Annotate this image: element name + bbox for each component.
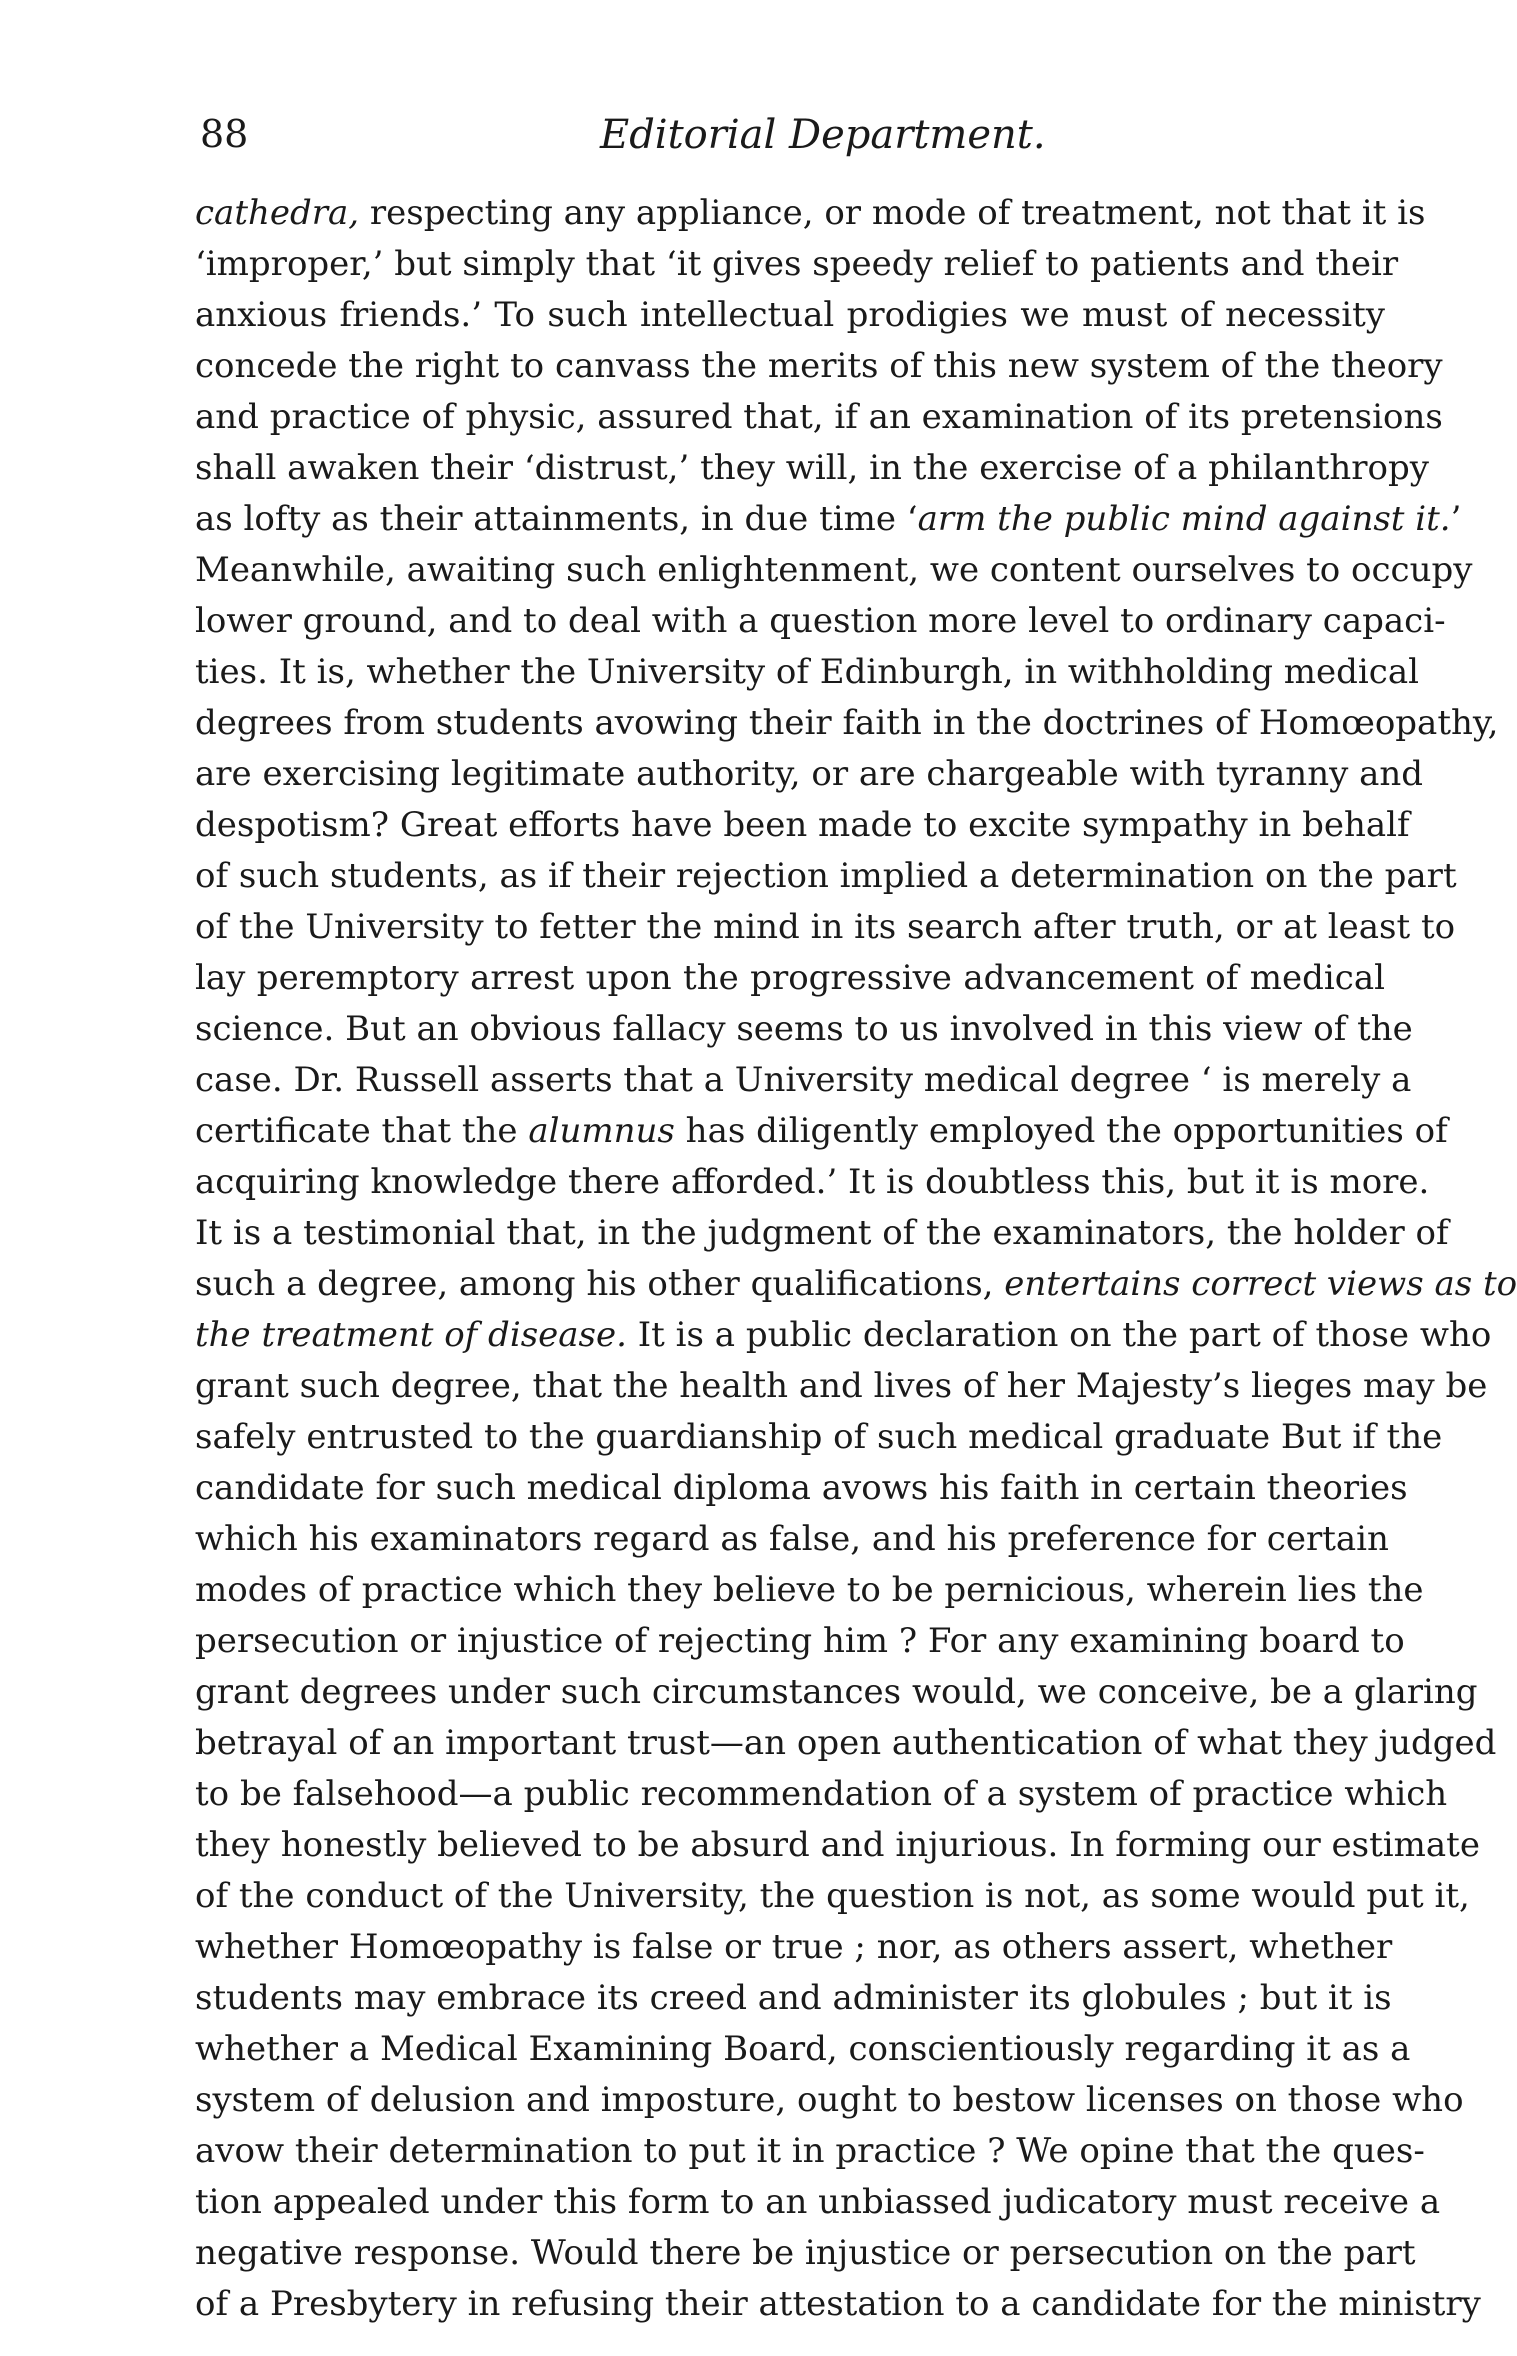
text-span: grant such degree, that the health and lives of her Majesty’s lieges may be xyxy=(195,1366,1488,1406)
italic-phrase: arm the public mind against it. xyxy=(917,499,1451,539)
text-span: degrees from students avowing their faith in the doctrines of Homœopathy, xyxy=(195,703,1499,743)
italic-phrase: the treatment of disease. xyxy=(195,1315,627,1355)
text-line xyxy=(195,953,1385,1004)
text-span: It is a public declaration on the part of those who xyxy=(626,1315,1492,1355)
text-span: certificate that the xyxy=(195,1111,529,1151)
text-line xyxy=(195,290,1385,341)
text-line xyxy=(195,2279,1481,2330)
text-span: negative response. Would there be injustice or persecution on the part xyxy=(195,2233,1416,2273)
text-span: science. But an obvious fallacy seems to us involved in this view of the xyxy=(195,1009,1413,1049)
text-line xyxy=(195,239,1399,290)
text-line xyxy=(195,1922,1393,1973)
text-line xyxy=(195,1259,1517,1310)
text-span: and practice of physic, assured that, if an examination of its pretensions xyxy=(195,397,1443,437)
text-span: betrayal of an important trust—an open authentication of what they judged xyxy=(195,1723,1497,1763)
text-span: of the University to fetter the mind in its search after truth, or at least to xyxy=(195,907,1456,947)
text-line xyxy=(195,1820,1480,1871)
text-line xyxy=(195,1667,1478,1718)
text-span: respecting any appliance, or mode of treatment, not that it is xyxy=(359,193,1426,233)
running-title: Editorial Department. xyxy=(600,112,1046,158)
text-span: of the conduct of the University, the question is not, as some would put it, xyxy=(195,1876,1470,1916)
text-line xyxy=(195,2024,1411,2075)
text-span: tion appealed under this form to an unbiassed judicatory must receive a xyxy=(195,2182,1441,2222)
text-line xyxy=(195,1769,1448,1820)
text-line xyxy=(195,1871,1470,1922)
text-line xyxy=(195,1361,1488,1412)
text-span: whether a Medical Examining Board, conscientiously regarding it as a xyxy=(195,2029,1411,2069)
text-span: ties. It is, whether the University of Edinburgh, in withholding medical xyxy=(195,652,1419,692)
text-span: lay peremptory arrest upon the progressive advancement of medical xyxy=(195,958,1385,998)
text-span: ‘improper,’ but simply that ‘it gives speedy relief to patients and their xyxy=(195,244,1399,284)
text-line xyxy=(195,2075,1464,2126)
text-span: anxious friends.’ To such intellectual prodigies we must of necessity xyxy=(195,295,1385,335)
text-line xyxy=(195,392,1443,443)
text-line xyxy=(195,1106,1448,1157)
text-line xyxy=(195,188,1426,239)
text-span: as lofty as their attainments, in due time ‘ xyxy=(195,499,918,539)
text-span: of a Presbytery in refusing their attestation to a candidate for the ministry xyxy=(195,2284,1481,2324)
text-span: of such students, as if their rejection implied a determination on the part xyxy=(195,856,1457,896)
text-span: concede the right to canvass the merits of this new system of the theory xyxy=(195,346,1443,386)
text-line xyxy=(195,2126,1425,2177)
page-header xyxy=(200,112,1380,182)
text-span: students may embrace its creed and administer its globules ; but it is xyxy=(195,1978,1392,2018)
text-span: despotism? Great efforts have been made to excite sympathy in behalf xyxy=(195,805,1410,845)
text-line xyxy=(195,1718,1497,1769)
text-line xyxy=(195,1565,1424,1616)
text-line xyxy=(195,1616,1405,1667)
text-span: such a degree, among his other qualifications, xyxy=(195,1264,1005,1304)
text-span: lower ground, and to deal with a question more level to ordinary capaci- xyxy=(195,601,1446,641)
text-span: system of delusion and imposture, ought to bestow licenses on those who xyxy=(195,2080,1464,2120)
text-span: candidate for such medical diploma avows his faith in certain theories xyxy=(195,1468,1408,1508)
text-span: grant degrees under such circumstances would, we conceive, be a glaring xyxy=(195,1672,1478,1712)
text-line xyxy=(195,1004,1413,1055)
text-line xyxy=(195,851,1457,902)
text-span: to be falsehood—a public recommendation of a system of practice which xyxy=(195,1774,1448,1814)
text-line xyxy=(195,1463,1408,1514)
text-line xyxy=(195,800,1410,851)
text-line xyxy=(195,2177,1441,2228)
text-line xyxy=(195,2228,1416,2279)
text-span: they honestly believed to be absurd and injurious. In forming our estimate xyxy=(195,1825,1480,1865)
text-line xyxy=(195,545,1473,596)
text-span: shall awaken their ‘distrust,’ they will, in the exercise of a philanthropy xyxy=(195,448,1429,488)
text-line xyxy=(195,1514,1389,1565)
text-line xyxy=(195,1055,1412,1106)
text-span: persecution or injustice of rejecting him ? For any examining board to xyxy=(195,1621,1405,1661)
text-span: case. Dr. Russell asserts that a University medical degree ‘ is merely a xyxy=(195,1060,1412,1100)
text-line xyxy=(195,902,1456,953)
text-span: modes of practice which they believe to be pernicious, wherein lies the xyxy=(195,1570,1424,1610)
text-line xyxy=(195,341,1443,392)
text-span: Meanwhile, awaiting such enlightenment, we content ourselves to occupy xyxy=(195,550,1473,590)
text-line xyxy=(195,1412,1443,1463)
text-line xyxy=(195,647,1419,698)
italic-phrase: entertains correct views as to xyxy=(1004,1264,1517,1304)
italic-phrase: cathedra, xyxy=(195,193,360,233)
text-line xyxy=(195,443,1429,494)
body-text xyxy=(195,188,1517,2330)
text-line xyxy=(195,1310,1492,1361)
italic-phrase: alumnus xyxy=(528,1111,675,1151)
text-span: acquiring knowledge there afforded.’ It is doubtless this, but it is more. xyxy=(195,1162,1430,1202)
page-number: 88 xyxy=(200,112,249,156)
text-span: It is a testimonial that, in the judgment of the examinators, the holder of xyxy=(195,1213,1449,1253)
text-line xyxy=(195,698,1499,749)
text-line xyxy=(195,1973,1392,2024)
text-line xyxy=(195,1157,1430,1208)
text-line xyxy=(195,494,1462,545)
text-span: has diligently employed the opportunities of xyxy=(674,1111,1448,1151)
text-span: are exercising legitimate authority, or are chargeable with tyranny and xyxy=(195,754,1424,794)
text-span: safely entrusted to the guardianship of such medical graduate But if the xyxy=(195,1417,1443,1457)
text-span: which his examinators regard as false, and his preference for certain xyxy=(195,1519,1389,1559)
text-line xyxy=(195,749,1424,800)
text-line xyxy=(195,596,1446,647)
text-span: avow their determination to put it in practice ? We opine that the ques- xyxy=(195,2131,1425,2171)
text-line xyxy=(195,1208,1449,1259)
text-span: whether Homœopathy is false or true ; nor, as others assert, whether xyxy=(195,1927,1393,1967)
text-span: ’ xyxy=(1450,499,1462,539)
